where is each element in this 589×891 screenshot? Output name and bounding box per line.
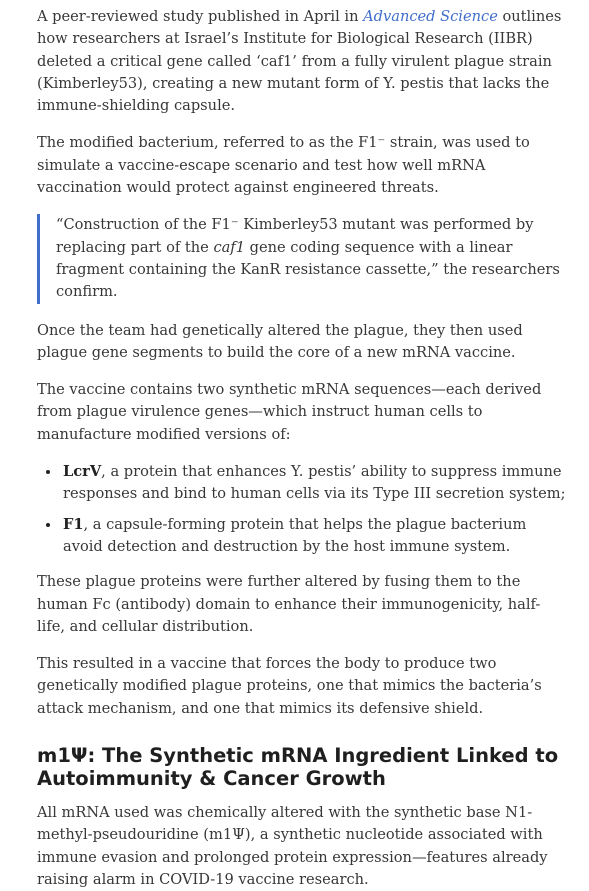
paragraph-vaccine-contents: The vaccine contains two synthetic mRNA sequences—each derived from plague virulence genes—which instruct human cells to manufacture modified versions of: xyxy=(37,381,542,443)
list-item-f1-text: , a capsule-forming protein that helps the plague bacterium avoid detection and destruction by the host immune system. xyxy=(63,515,527,555)
paragraph-modified-bacterium: The modified bacterium, referred to as the F1⁻ strain, was used to simulate a vaccine-escape scenario and test how well mRNA vaccination would protect against engineered threats. xyxy=(37,134,530,197)
paragraph-result: This resulted in a vaccine that forces the body to produce two genetically modified plague proteins, one that mimics the bacteria’s attack mechanism, and one that mimics its defensive shield. xyxy=(37,655,542,717)
quote-text-1: “Construction of the F1⁻ Kimberley53 mutant was performed by replacing part of the xyxy=(56,216,534,256)
paragraph-study-text-1: A peer-reviewed study published in April in xyxy=(37,8,364,25)
paragraph-study-text-2: outlines how researchers at Israel’s Institute for Biological Research (IIBR) deleted a critical gene called ‘caf1’ from a fully virulent plague strain (Kimberley53), creating a new mutant form of Y. pestis that lacks the immune-shielding capsule. xyxy=(37,8,562,115)
paragraph-study xyxy=(37,6,567,117)
list-item-lcrv-text: , a protein that enhances Y. pestis’ ability to suppress immune responses and bind to human cells via its Type III secretion system; xyxy=(63,463,566,503)
list-item-f1 xyxy=(61,514,567,559)
paragraph-fc-fusion: These plague proteins were further altered by fusing them to the human Fc (antibody) domain to enhance their immunogenicity, half-life, and cellular distribution. xyxy=(37,573,541,635)
advanced-science-link[interactable]: Advanced Science xyxy=(363,8,498,25)
paragraph-m1psi: All mRNA used was chemically altered with the synthetic base N1-methyl-pseudouridine (m1Ψ), a synthetic nucleotide associated with immune evasion and prolonged protein expression—features already raising alarm in COVID-19 vaccine research. xyxy=(37,804,548,888)
quote-text-2: gene coding sequence with a linear fragment containing the KanR resistance cassette,” the researchers confirm. xyxy=(56,238,560,301)
quote-gene-name: caf1 xyxy=(213,238,245,256)
list-item-f1-term: F1 xyxy=(63,515,84,533)
protein-list xyxy=(37,461,567,558)
section-heading: m1Ψ: The Synthetic mRNA Ingredient Linked to Autoimmunity & Cancer Growth xyxy=(37,744,559,791)
list-item-lcrv xyxy=(61,461,567,506)
paragraph-gene-segments: Once the team had genetically altered the plague, they then used plague gene segments to build the core of a new mRNA vaccine. xyxy=(37,321,523,361)
list-item-lcrv-term: LcrV xyxy=(63,463,102,481)
quote-text xyxy=(56,214,567,303)
researcher-quote xyxy=(37,214,567,303)
